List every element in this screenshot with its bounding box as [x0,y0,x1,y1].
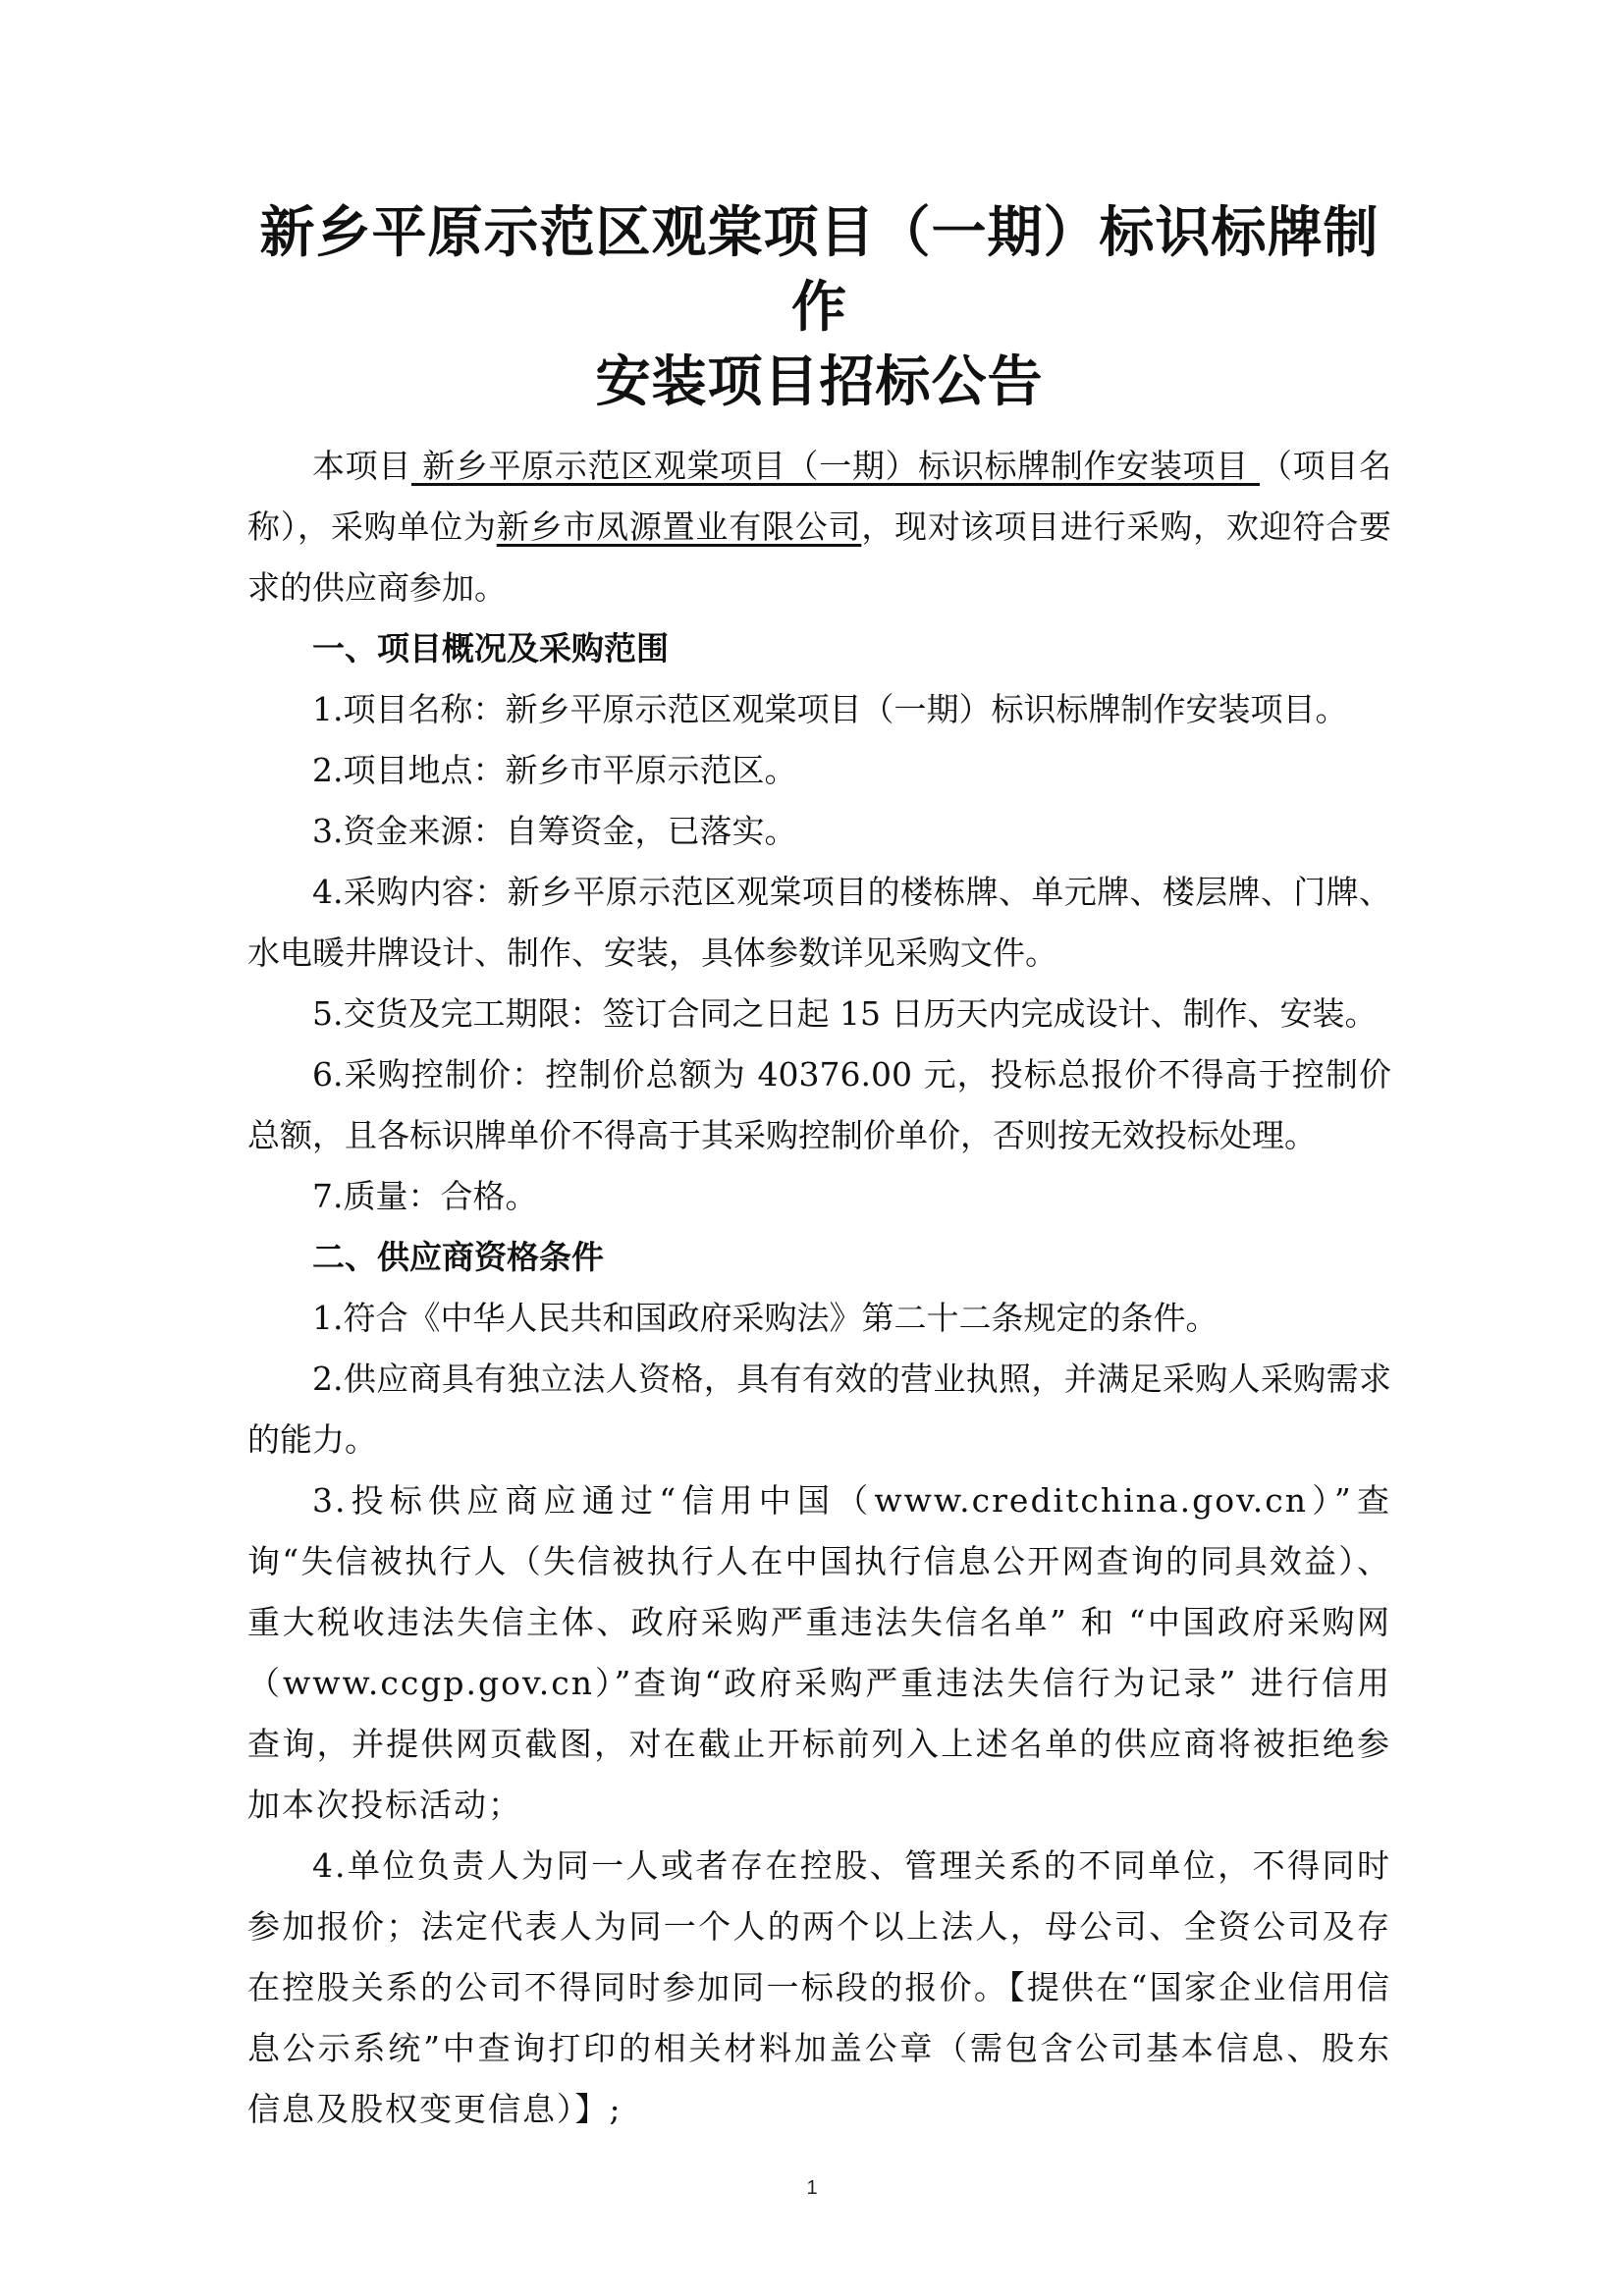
title-line-2: 安装项目招标公告 [595,350,1044,414]
page-number: 1 [806,2177,818,2199]
section-2-item-1: 1.符合《中华人民共和国政府采购法》第二十二条规定的条件。 [312,1299,1218,1337]
section-1-item-4: 4.采购内容：新乡平原示范区观棠项目的楼栋牌、单元牌、楼层牌、门牌、水电暖井牌设计、制作、安装，具体参数详见采购文件。 [247,873,1391,972]
section-2-item-2: 2.供应商具有独立法人资格，具有有效的营业执照，并满足采购人采购需求的能力。 [247,1360,1391,1459]
document-page [247,196,1391,2140]
section-2-item-3: 3.投标供应商应通过“信用中国（www.creditchina.gov.cn）”查询“失信被执行人（失信被执行人在中国执行信息公开网查询的同具效益）、重大税收违法失信主体、政府采购严重违法失信名单” 和 “中国政府采购网（www.ccgp.gov.cn）”查询“政府采购严重违法失信行为记录” 进行信用查询，并提供网页截图，对在截止开标前列入上述名单的供应商将被拒绝参加本次投标活动； [247,1481,1391,1824]
section-1-item-1: 1.项目名称：新乡平原示范区观棠项目（一期）标识标牌制作安装项目。 [312,690,1348,728]
section-1-heading: 一、项目概况及采购范围 [312,629,669,667]
document-title [247,196,1391,420]
intro-paragraph [247,436,1391,618]
section-2-heading: 二、供应商资格条件 [312,1238,604,1276]
section-1-item-2: 2.项目地点：新乡市平原示范区。 [312,751,797,789]
intro-prefix: 本项目 [312,447,412,485]
section-1-item-5: 5.交货及完工期限：签订合同之日起 15 日历天内完成设计、制作、安装。 [312,994,1378,1033]
intro-buyer: 新乡市凤源置业有限公司 [496,507,862,546]
title-line-1: 新乡平原示范区观棠项目（一期）标识标牌制作 [259,201,1380,340]
section-2-item-4: 4.单位负责人为同一人或者存在控股、管理关系的不同单位，不得同时参加报价；法定代表人为同一个人的两个以上法人，母公司、全资公司及存在控股关系的公司不得同时参加同一标段的报价。【提供在“国家企业信用信息公示系统”中查询打印的相关材料加盖公章（需包含公司基本信息、股东信息及股权变更信息）】; [247,1846,1391,2128]
intro-suffix: ，现对该项目进行采购，欢迎符合要求的供应商参加。 [247,507,1392,607]
intro-middle: （项目名称），采购单位为 [247,447,1392,546]
section-1-item-7: 7.质量：合格。 [312,1177,538,1215]
section-1-item-3: 3.资金来源：自筹资金，已落实。 [312,812,797,850]
section-1-item-6: 6.采购控制价：控制价总额为 40376.00 元，投标总报价不得高于控制价总额，且各标识牌单价不得高于其采购控制价单价，否则按无效投标处理。 [247,1055,1391,1154]
intro-project-name: 新乡平原示范区观棠项目（一期）标识标牌制作安装项目 [411,447,1261,485]
